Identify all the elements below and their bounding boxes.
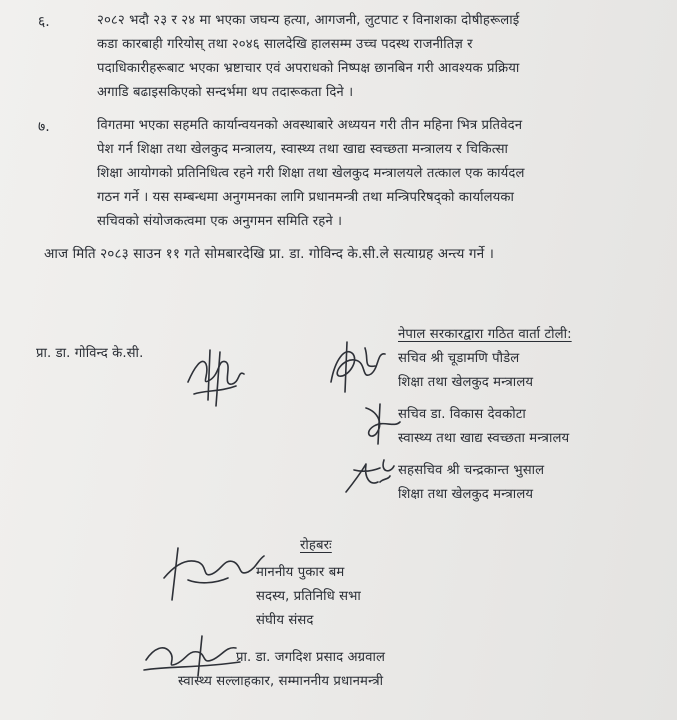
point-7-number: ७. — [38, 119, 50, 135]
signature-chudamani-paudel — [325, 338, 395, 398]
signature-pukar-bam — [158, 544, 268, 602]
point-6-number: ६. — [38, 14, 50, 30]
point-6-line-3: पदाधिकारीहरूबाट भएका भ्रष्टाचार एवं अपराधको निष्पक्ष छानबिन गरी आवश्यक प्रक्रिया — [97, 61, 520, 76]
witness-heading: रोहबरः — [300, 538, 332, 553]
point-7-line-4: गठन गर्ने । यस सम्बन्धमा अनुगमनका लागि प्रधानमन्त्री तथा मन्त्रिपरिषद्को कार्यालयका — [97, 190, 515, 205]
team-member-2-ministry: स्वास्थ्य तथा खाद्य स्वच्छता मन्त्रालय — [398, 431, 570, 446]
point-7-line-2: पेश गर्न शिक्षा तथा खेलकुद मन्त्रालय, स्वास्थ्य तथा खाद्य स्वच्छता मन्त्रालय र चिकित्सा — [97, 142, 509, 157]
left-signatory-name: प्रा. डा. गोविन्द के.सी. — [36, 346, 144, 361]
team-member-3-ministry: शिक्षा तथा खेलकुद मन्त्रालय — [398, 487, 534, 502]
witness-1-body: संघीय संसद — [256, 613, 314, 628]
closing-statement: आज मिति २०८३ साउन ११ गते सोमबारदेखि प्रा. डा. गोविन्द के.सी.ले सत्याग्रह अन्त्य गर्ने । — [44, 246, 495, 262]
team-member-1-name: सचिव श्री चूडामणि पौडेल — [398, 351, 520, 366]
point-7-line-3: शिक्षा आयोगको प्रतिनिधित्व रहने गरी शिक्षा तथा खेलकुद मन्त्रालयले तत्काल एक कार्यदल — [97, 166, 525, 181]
witness-1-title: सदस्य, प्रतिनिधि सभा — [256, 589, 361, 604]
point-6-line-2: कडा कारबाही गरियोस् तथा २०४६ सालदेखि हालसम्म उच्च पदस्थ राजनीतिज्ञ र — [97, 37, 473, 52]
witness-1-name: माननीय पुकार बम — [256, 565, 345, 580]
team-heading: नेपाल सरकारद्वारा गठित वार्ता टोली: — [398, 327, 572, 342]
point-7-line-1: विगतमा भएका सहमति कार्यान्वयनको अवस्थाबारे अध्ययन गरी तीन महिना भित्र प्रतिवेदन — [97, 118, 523, 133]
point-6-line-1: २०८२ भदौ २३ र २४ मा भएका जघन्य हत्या, आगजनी, लुटपाट र विनाशका दोषीहरूलाई — [97, 13, 520, 28]
signature-chandrakanta-bhusal — [340, 452, 400, 504]
team-member-3-name: सहसचिव श्री चन्द्रकान्त भुसाल — [398, 463, 545, 478]
team-member-2-name: सचिव डा. विकास देवकोटा — [398, 407, 526, 422]
signature-govinda-kc — [180, 340, 250, 410]
witness-2-title: स्वास्थ्य सल्लाहकार, सम्माननीय प्रधानमन्त्री — [178, 674, 384, 689]
point-7-line-5: सचिवको संयोजकत्वमा एक अनुगमन समिति रहने । — [97, 214, 343, 229]
team-member-1-ministry: शिक्षा तथा खेलकुद मन्त्रालय — [398, 375, 534, 390]
point-6-line-4: अगाडि बढाइसकिएको सन्दर्भमा थप तदारूकता दिने । — [97, 85, 354, 100]
witness-2-name: प्रा. डा. जगदिश प्रसाद अग्रवाल — [236, 650, 386, 665]
